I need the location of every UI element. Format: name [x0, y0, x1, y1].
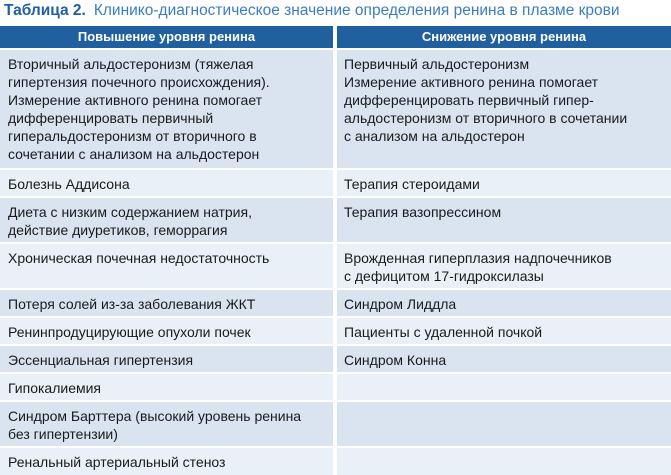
- renin-table: [0, 26, 671, 475]
- table-row: [0, 244, 671, 288]
- table-row: [0, 346, 671, 372]
- cell-decrease: Терапия стероидами: [337, 170, 671, 196]
- table-row: [0, 448, 671, 475]
- cell-decrease: Синдром Лиддла: [337, 290, 671, 316]
- table-title: [0, 0, 671, 26]
- cell-decrease: Врожденная гиперплазия надпочечников с дефицитом 17-гидроксилазы: [337, 244, 671, 288]
- table-row: [0, 402, 671, 446]
- cell-increase: Вторичный альдостеронизм (тяжелая гипертензия почечного происхождения). Измерение активного ренина помогает дифференцировать первичный гиперальдостеронизм от вторичного в сочетании с анализом на альдостерон: [0, 50, 333, 168]
- cell-increase: Эссенциальная гипертензия: [0, 346, 333, 372]
- cell-decrease: Синдром Конна: [337, 346, 671, 372]
- cell-decrease-empty: [337, 402, 671, 446]
- cell-decrease-empty: [337, 374, 671, 400]
- table-row: [0, 318, 671, 344]
- cell-decrease-empty: [337, 448, 671, 475]
- cell-increase: Ренальный артериальный стеноз: [0, 448, 333, 475]
- table-row: [0, 198, 671, 242]
- table-number: Таблица 2.: [4, 2, 86, 19]
- table-header-row: [0, 26, 671, 48]
- table-caption: Клинико-диагностическое значение определения ренина в плазме крови: [93, 2, 620, 19]
- cell-increase: Гипокалиемия: [0, 374, 333, 400]
- table-row: [0, 170, 671, 196]
- table-row: [0, 374, 671, 400]
- cell-increase: Синдром Барттера (высокий уровень ренина без гипертензии): [0, 402, 333, 446]
- table-row: [0, 290, 671, 316]
- cell-increase: Потеря солей из-за заболевания ЖКТ: [0, 290, 333, 316]
- cell-increase: Ренинпродуцирующие опухоли почек: [0, 318, 333, 344]
- table-row: [0, 50, 671, 168]
- cell-increase: Диета с низким содержанием натрия, действие диуретиков, геморрагия: [0, 198, 333, 242]
- cell-increase: Болезнь Аддисона: [0, 170, 333, 196]
- header-decrease: Снижение уровня ренина: [337, 26, 671, 48]
- cell-decrease: Пациенты с удаленной почкой: [337, 318, 671, 344]
- cell-increase: Хроническая почечная недостаточность: [0, 244, 333, 288]
- cell-decrease: Первичный альдостеронизм Измерение активного ренина помогает дифференцировать первичный гипер- альдостеронизм от вторичного в сочетании с анализом на альдостерон: [337, 50, 671, 168]
- header-increase: Повышение уровня ренина: [0, 26, 333, 48]
- cell-decrease: Терапия вазопрессином: [337, 198, 671, 242]
